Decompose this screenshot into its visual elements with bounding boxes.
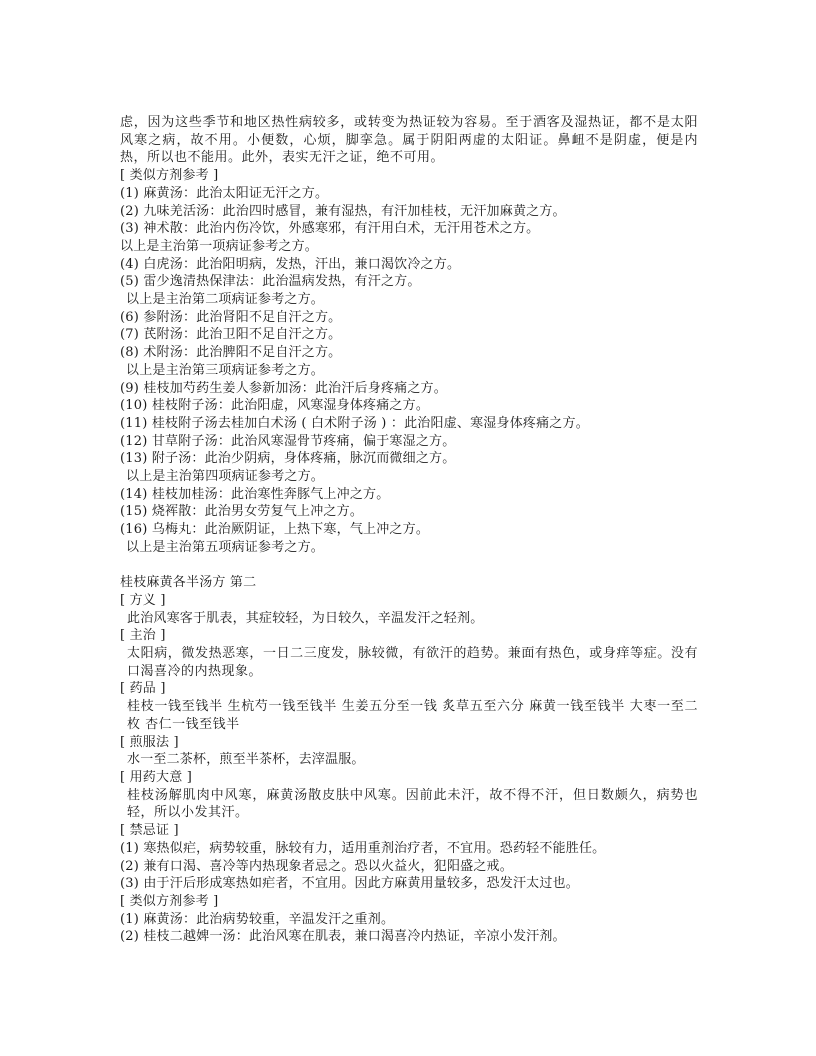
list-item: (2) 九味羌活汤：此治四时感冒，兼有湿热，有汗加桂枝，无汗加麻黄之方。	[120, 203, 566, 219]
intro-paragraph: 虑，因为这些季节和地区热性病较多，或转变为热证较为容易。至于酒客及湿热证，都不是太阳风寒之病，故不用。小便数，心烦，脚挛急。属于阴阳两虚的太阳证。鼻衄不是阴虚，便是内热，所以也不能用。此外，表实无汗之证，绝不可用。	[120, 115, 698, 166]
list-summary: 以上是主治第二项病证参考之方。	[126, 292, 325, 308]
jianfu-heading: [ 煎服法 ]	[120, 734, 179, 750]
list-item: (10) 桂枝附子汤：此治阳虚，风寒湿身体疼痛之方。	[120, 398, 430, 414]
list-item: (1) 寒热似疟，病势较重，脉较有力，适用重剂治疗者，不宜用。恐药轻不能胜任。	[120, 840, 606, 856]
list-item: (6) 参附汤：此治肾阳不足自汗之方。	[120, 309, 342, 325]
list-item: (1) 麻黄汤：此治太阳证无汗之方。	[120, 185, 329, 201]
list-item: (14) 桂枝加桂汤：此治寒性奔豚气上冲之方。	[120, 486, 390, 502]
section-title: 桂枝麻黄各半汤方 第二	[120, 575, 257, 591]
list-item: (13) 附子汤：此治少阴病，身体疼痛，脉沉而微细之方。	[120, 451, 456, 467]
jinji-heading: [ 禁忌证 ]	[120, 823, 179, 839]
list-item: (2) 桂枝二越婢一汤：此治风寒在肌表，兼口渴喜冷内热证，辛凉小发汗剂。	[120, 929, 566, 945]
list-item: (4) 白虎汤：此治阳明病，发热，汗出，兼口渴饮冷之方。	[120, 256, 461, 272]
list-item: (12) 甘草附子汤：此治风寒湿骨节疼痛，偏于寒湿之方。	[120, 433, 456, 449]
jianfu-text: 水一至二茶杯，煎至半茶杯，去滓温服。	[127, 752, 365, 768]
list-item: (3) 由于汗后形成寒热如疟者，不宜用。因此方麻黄用量较多，恐发汗太过也。	[120, 876, 579, 892]
list-item: (5) 雷少逸清热保津法：此治温病发热，有汗之方。	[120, 274, 421, 290]
similar-heading: [ 类似方剂参考 ]	[120, 893, 219, 909]
list-summary: 以上是主治第四项病证参考之方。	[126, 469, 325, 485]
list-item: (1) 麻黄汤：此治病势较重，辛温发汗之重剂。	[120, 911, 395, 927]
similar-heading: [ 类似方剂参考 ]	[120, 168, 219, 184]
zhuzhi-heading: [ 主治 ]	[120, 628, 166, 644]
list-item: (8) 术附汤：此治脾阳不足自汗之方。	[120, 345, 342, 361]
fangyi-text: 此治风寒客于肌表，其症较轻，为日较久，辛温发汗之轻剂。	[127, 610, 484, 626]
list-item: (2) 兼有口渴、喜冷等内热现象者忌之。恐以火益火，犯阳盛之戒。	[120, 858, 513, 874]
list-item: (11) 桂枝附子汤去桂加白术汤 ( 白术附子汤 ) ：此治阳虚、寒湿身体疼痛之方。	[120, 415, 589, 431]
spacer	[120, 557, 698, 575]
list-item: (16) 乌梅丸：此治厥阴证，上热下寒，气上冲之方。	[120, 522, 430, 538]
yaopin-heading: [ 药品 ]	[120, 681, 166, 697]
list-summary: 以上是主治第三项病证参考之方。	[126, 362, 325, 378]
document-page	[120, 114, 698, 946]
list-item: (9) 桂枝加芍药生姜人参新加汤：此治汗后身疼痛之方。	[120, 380, 447, 396]
dayi-heading: [ 用药大意 ]	[120, 770, 193, 785]
list-summary: 以上是主治第一项病证参考之方。	[120, 238, 319, 254]
zhuzhi-text: 太阳病，微发热恶寒，一日二三度发，脉较微，有欲汗的趋势。兼面有热色，或身痒等症。没有口渴喜冷的内热现象。	[127, 646, 698, 679]
fangyi-heading: [ 方义 ]	[120, 592, 166, 608]
list-summary: 以上是主治第五项病证参考之方。	[126, 539, 325, 555]
list-item: (15) 烧裈散：此治男女劳复气上冲之方。	[120, 504, 364, 520]
dayi-text: 桂枝汤解肌肉中风寒，麻黄汤散皮肤中风寒。因前此未汗，故不得不汗，但日数颇久，病势也轻，所以小发其汗。	[127, 787, 698, 821]
yaopin-text: 桂枝一钱至钱半 生杭芍一钱至钱半 生姜五分至一钱 炙草五至六分 麻黄一钱至钱半 大枣一至二枚 杏仁一钱至钱半	[127, 699, 698, 732]
list-item: (7) 芪附汤：此治卫阳不足自汗之方。	[120, 327, 342, 343]
list-item: (3) 神术散：此治内伤冷饮，外感寒邪，有汗用白术，无汗用苍术之方。	[120, 221, 540, 237]
